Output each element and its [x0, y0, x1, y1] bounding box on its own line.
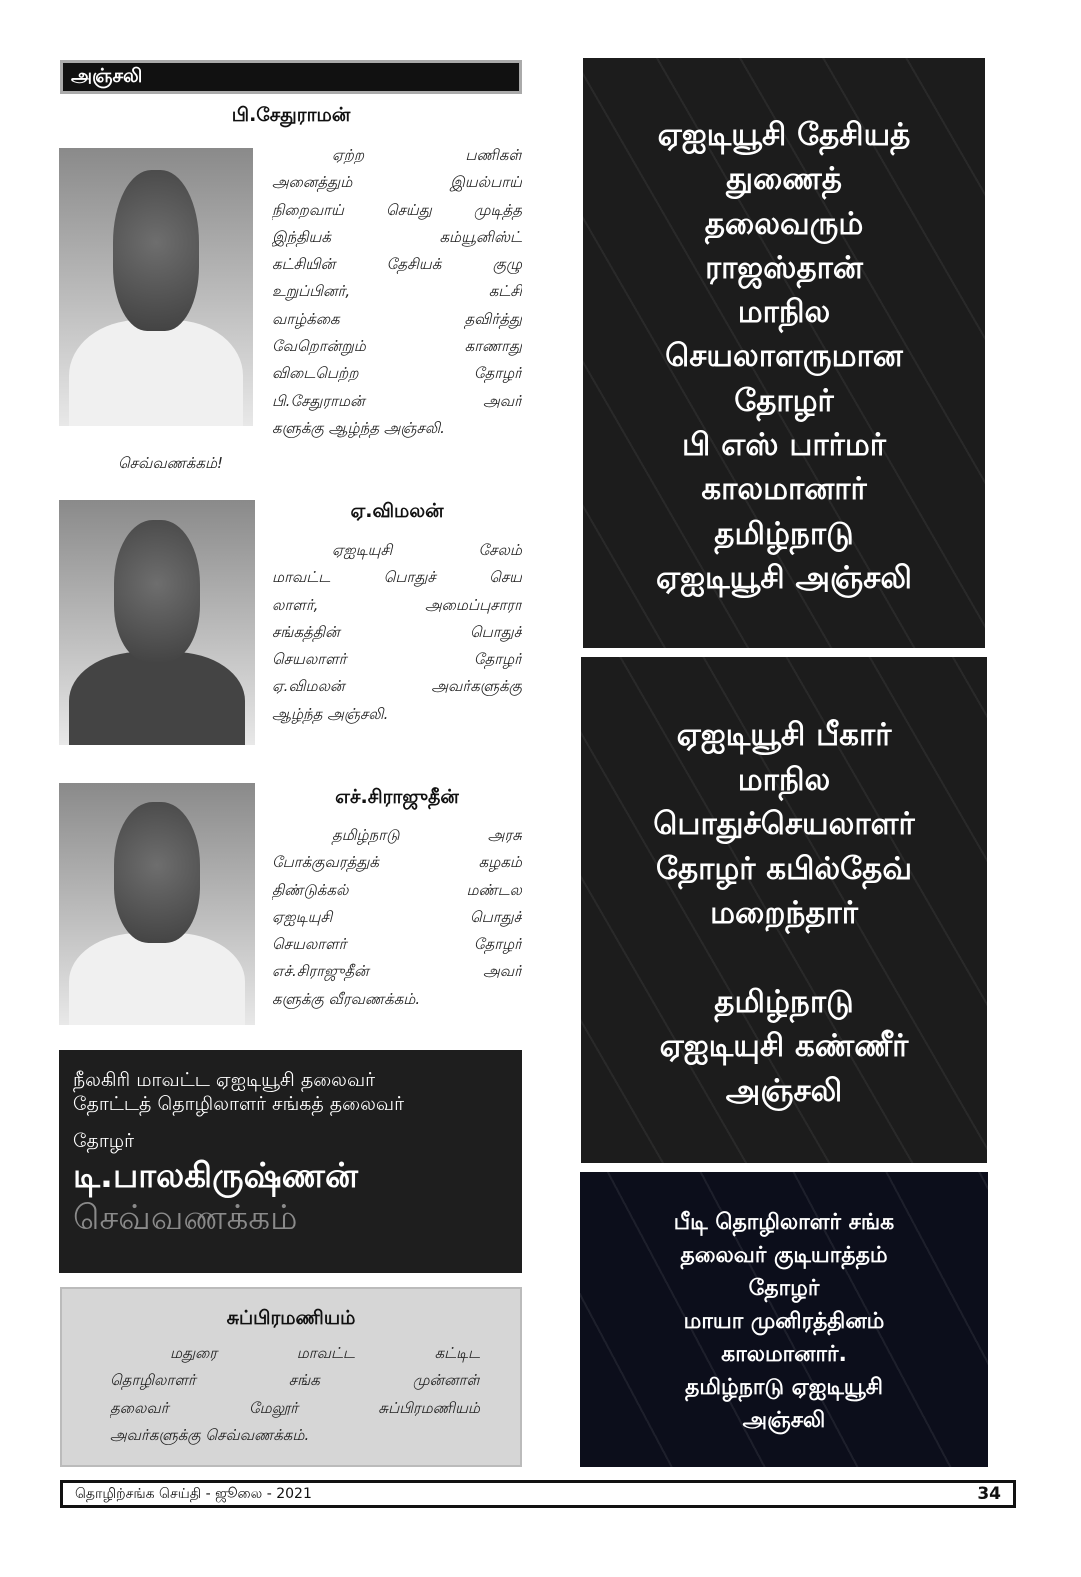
poster-beedi-union	[580, 1172, 988, 1467]
obit-name: பி.சேதுராமன்	[231, 104, 351, 126]
text-line: உறுப்பினர், கட்சி	[272, 282, 522, 301]
banner-line: நீலகிரி மாவட்ட ஏஐடியூசி தலைவர்	[73, 1069, 376, 1091]
text-line: திண்டுக்கல் மண்டல	[272, 880, 522, 899]
poster-line: தோழர்	[748, 1276, 820, 1301]
obit-name: சுப்பிரமணியம்	[226, 1307, 356, 1329]
text-line: ஏற்ற பணிகள்	[332, 146, 522, 164]
obit-text	[272, 537, 522, 728]
text-line: தொழிலாளர் சங்க முன்னாள்	[110, 1371, 480, 1390]
text-line: ஏ.விமலன் அவர்களுக்கு	[272, 677, 522, 696]
publication-info: தொழிற்சங்க செய்தி - ஜூலை - 2021	[75, 1486, 312, 1502]
text-line: விடைபெற்ற தோழர்	[272, 364, 522, 383]
poster-line: ஏஐடியூசி அஞ்சலி	[656, 559, 912, 596]
poster-line: பி எஸ் பார்மர்	[682, 427, 886, 464]
text-line: அனைத்தும் இயல்பாய்	[272, 173, 522, 192]
text-line: வேறொன்றும் காணாது	[272, 337, 522, 356]
text-line: சங்கத்தின் பொதுச்	[272, 622, 522, 641]
banner-comrade: தோழர்	[73, 1130, 135, 1152]
poster-line: தமிழ்நாடு	[714, 515, 854, 552]
portrait-photo	[59, 500, 255, 745]
poster-line: பொதுச்செயலாளர்	[653, 806, 915, 842]
poster-line: தமிழ்நாடு ஏஐடியூசி	[685, 1375, 883, 1400]
text-line: செயலாளர் தோழர்	[272, 650, 522, 669]
poster-spacer	[581, 936, 987, 980]
text-line: ஏஐடியுசி பொதுச்	[272, 907, 522, 926]
poster-line: தோழர் கபில்தேவ்	[655, 850, 913, 887]
poster-line: அஞ்சலி	[725, 1072, 843, 1109]
poster-line: அஞ்சலி	[742, 1408, 826, 1433]
portrait-photo	[59, 783, 255, 1025]
obit-box	[60, 1287, 522, 1467]
text-line: மதுரை மாவட்ட கட்டிட	[170, 1344, 480, 1362]
poster-line: துணைத்	[726, 161, 842, 198]
poster-line: மாநில	[737, 294, 831, 331]
banner-salute: செவ்வணக்கம்	[73, 1198, 298, 1238]
text-line: வாழ்க்கை தவிர்த்து	[272, 309, 522, 328]
text-line: ஏஐடியுசி சேலம்	[332, 541, 522, 559]
page-number: 34	[977, 1484, 1001, 1504]
poster-line: காலமானார்	[701, 471, 867, 508]
banner-line: தோட்டத் தொழிலாளர் சங்கத் தலைவர்	[73, 1093, 405, 1115]
text-line: ஆழ்ந்த அஞ்சலி.	[272, 704, 389, 723]
poster-line: ராஜஸ்தான்	[705, 249, 863, 286]
poster-line: மறைந்தார்	[710, 895, 858, 931]
text-line: இந்தியக் கம்யூனிஸ்ட்	[272, 227, 522, 246]
text-line: போக்குவரத்துக் கழகம்	[272, 853, 522, 872]
poster-line: தோழர்	[734, 382, 834, 419]
poster-line: பீடி தொழிலாளர் சங்க	[673, 1210, 895, 1235]
text-line: களுக்கு ஆழ்ந்த அஞ்சலி.	[272, 418, 445, 437]
poster-line: தமிழ்நாடு	[714, 983, 854, 1020]
obit-text	[272, 142, 522, 442]
poster-national-secretary	[583, 58, 985, 648]
obit-name: ஏ.விமலன்	[350, 500, 444, 522]
text-line: மாவட்ட பொதுச் செய	[272, 568, 522, 587]
poster-line: காலமானார்.	[721, 1342, 847, 1367]
portrait-photo	[59, 148, 253, 426]
text-line: பி.சேதுராமன் அவர்	[272, 391, 522, 410]
text-line: நிறைவாய் செய்து முடித்த	[272, 200, 522, 219]
poster-line: ஏஐடியுசி கண்ணீர்	[659, 1028, 909, 1064]
text-line: செயலாளர் தோழர்	[272, 935, 522, 954]
poster-line: தலைவரும்	[704, 205, 864, 242]
text-line: களுக்கு வீரவணக்கம்.	[272, 989, 421, 1008]
poster-line: செயலாளருமான	[665, 338, 903, 375]
poster-line: மாயா முனிரத்தினம்	[683, 1309, 885, 1334]
page-footer	[60, 1480, 1016, 1508]
poster-bihar-secretary	[581, 657, 987, 1163]
poster-line: தலைவர் குடியாத்தம்	[680, 1243, 888, 1268]
text-line: லாளர், அமைப்புசாரா	[272, 595, 522, 614]
tribute-banner	[59, 1050, 522, 1273]
text-line: எச்.சிராஜுதீன் அவர்	[272, 962, 522, 981]
poster-line: மாநில	[737, 761, 831, 798]
poster-line: ஏஐடியூசி தேசியத்	[657, 117, 911, 153]
closing-text: செவ்வணக்கம்!	[118, 454, 224, 472]
poster-line: ஏஐடியூசி பீகார்	[676, 717, 892, 753]
text-line: தலைவர் மேலூர் சுப்பிரமணியம்	[110, 1398, 480, 1417]
text-line: தமிழ்நாடு அரசு	[332, 826, 522, 844]
obit-name: எச்.சிராஜுதீன்	[335, 786, 459, 808]
text-line: அவர்களுக்கு செவ்வணக்கம்.	[110, 1425, 310, 1444]
obit-text	[272, 822, 522, 1013]
section-header: அஞ்சலி	[60, 60, 522, 94]
text-line: கட்சியின் தேசியக் குழு	[272, 255, 522, 274]
banner-name: டி.பாலகிருஷ்ணன்	[73, 1156, 358, 1196]
